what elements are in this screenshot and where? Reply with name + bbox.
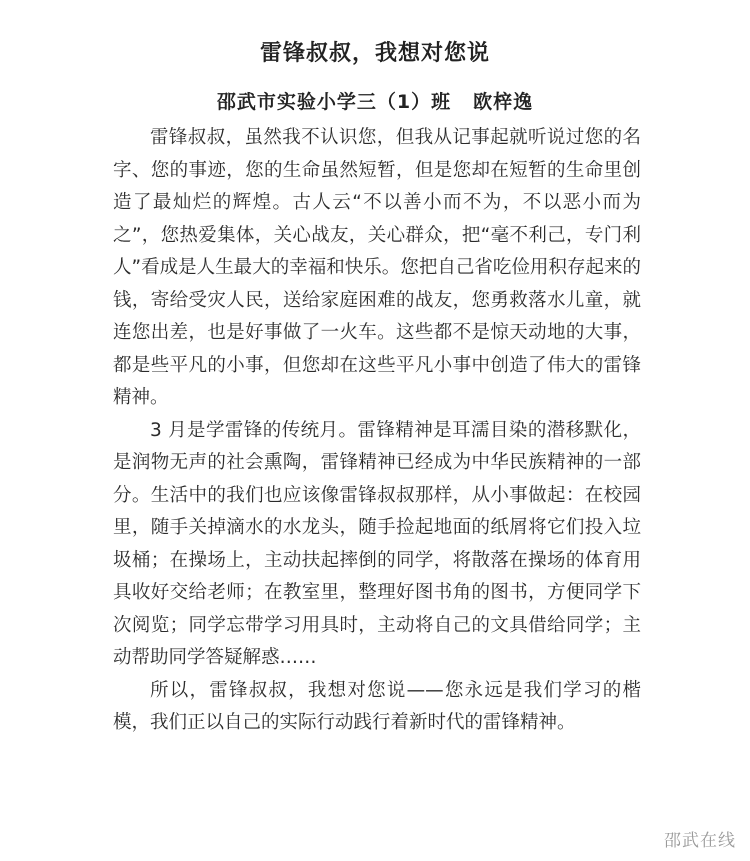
paragraph-3: 所以，雷锋叔叔，我想对您说——您永远是我们学习的楷模，我们正以自己的实际行动践行着新时代的雷锋精神。 bbox=[113, 679, 641, 733]
watermark-text: 邵武在线 bbox=[664, 831, 736, 851]
paragraph-1: 雷锋叔叔，虽然我不认识您，但我从记事起就听说过您的名字、您的事迹，您的生命虽然短暂，但是您却在短暂的生命里创造了最灿烂的辉煌。古人云“不以善小而不为，不以恶小而为之”，您热爱集体，关心战友，关心群众，把“毫不利己，专门利人”看成是人生最大的幸福和快乐。您把自己省吃俭用积存起来的钱，寄给受灾人民，送给家庭困难的战友，您勇救落水儿童，就连您出差，也是好事做了一火车。这些都不是惊天动地的大事，都是些平凡的小事，但您却在这些平凡小事中创造了伟大的雷锋精神。 bbox=[113, 127, 641, 408]
paragraph-2: 3 月是学雷锋的传统月。雷锋精神是耳濡目染的潜移默化，是润物无声的社会熏陶，雷锋精神已经成为中华民族精神的一部分。生活中的我们也应该像雷锋叔叔那样，从小事做起：在校园里，随手关掉滴水的水龙头，随手捡起地面的纸屑将它们投入垃圾桶；在操场上，主动扶起摔倒的同学，将散落在操场的体育用具收好交给老师；在教室里，整理好图书角的图书，方便同学下次阅览；同学忘带学习用具时，主动将自己的文具借给同学；主动帮助同学答疑解惑…… bbox=[113, 419, 641, 668]
author-name: 欧梓逸 bbox=[473, 91, 534, 113]
byline bbox=[0, 87, 750, 114]
school-class: 邵武市实验小学三（1）班 bbox=[216, 91, 452, 113]
article-body bbox=[113, 122, 641, 740]
article-title: 雷锋叔叔，我想对您说 bbox=[259, 41, 490, 66]
